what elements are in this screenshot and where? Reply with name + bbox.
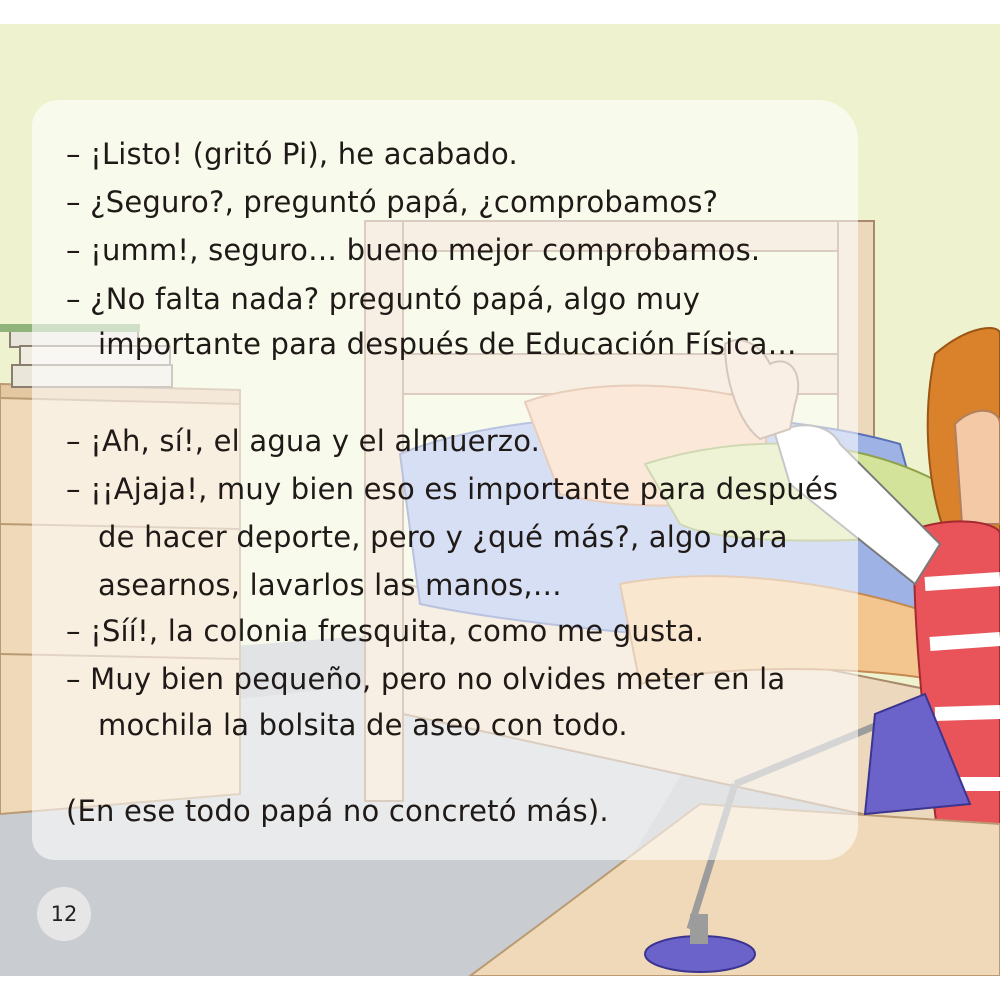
story-line: – ¡Listo! (gritó Pi), he acabado. bbox=[66, 137, 518, 171]
story-line: – ¡Ah, sí!, el agua y el almuerzo. bbox=[66, 424, 541, 458]
story-line: de hacer deporte, pero y ¿qué más?, algo para bbox=[98, 520, 788, 554]
story-line: (En ese todo papá no concretó más). bbox=[66, 794, 609, 828]
story-line: – ¡Síí!, la colonia fresquita, como me gusta. bbox=[66, 614, 705, 648]
story-line: – ¡¡Ajaja!, muy bien eso es importante para después bbox=[66, 472, 839, 506]
story-line: – ¡umm!, seguro… bueno mejor comprobamos. bbox=[66, 233, 761, 267]
story-line: – ¿Seguro?, preguntó papá, ¿comprobamos? bbox=[66, 185, 719, 219]
story-line: – Muy bien pequeño, pero no olvides meter en la bbox=[66, 662, 786, 696]
story-line: – ¿No falta nada? preguntó papá, algo muy bbox=[66, 282, 701, 316]
page-number: 12 bbox=[37, 887, 91, 941]
story-line: mochila la bolsita de aseo con todo. bbox=[98, 708, 628, 742]
story-line: importante para después de Educación Física… bbox=[98, 327, 797, 361]
story-line: asearnos, lavarlos las manos,… bbox=[98, 568, 563, 602]
